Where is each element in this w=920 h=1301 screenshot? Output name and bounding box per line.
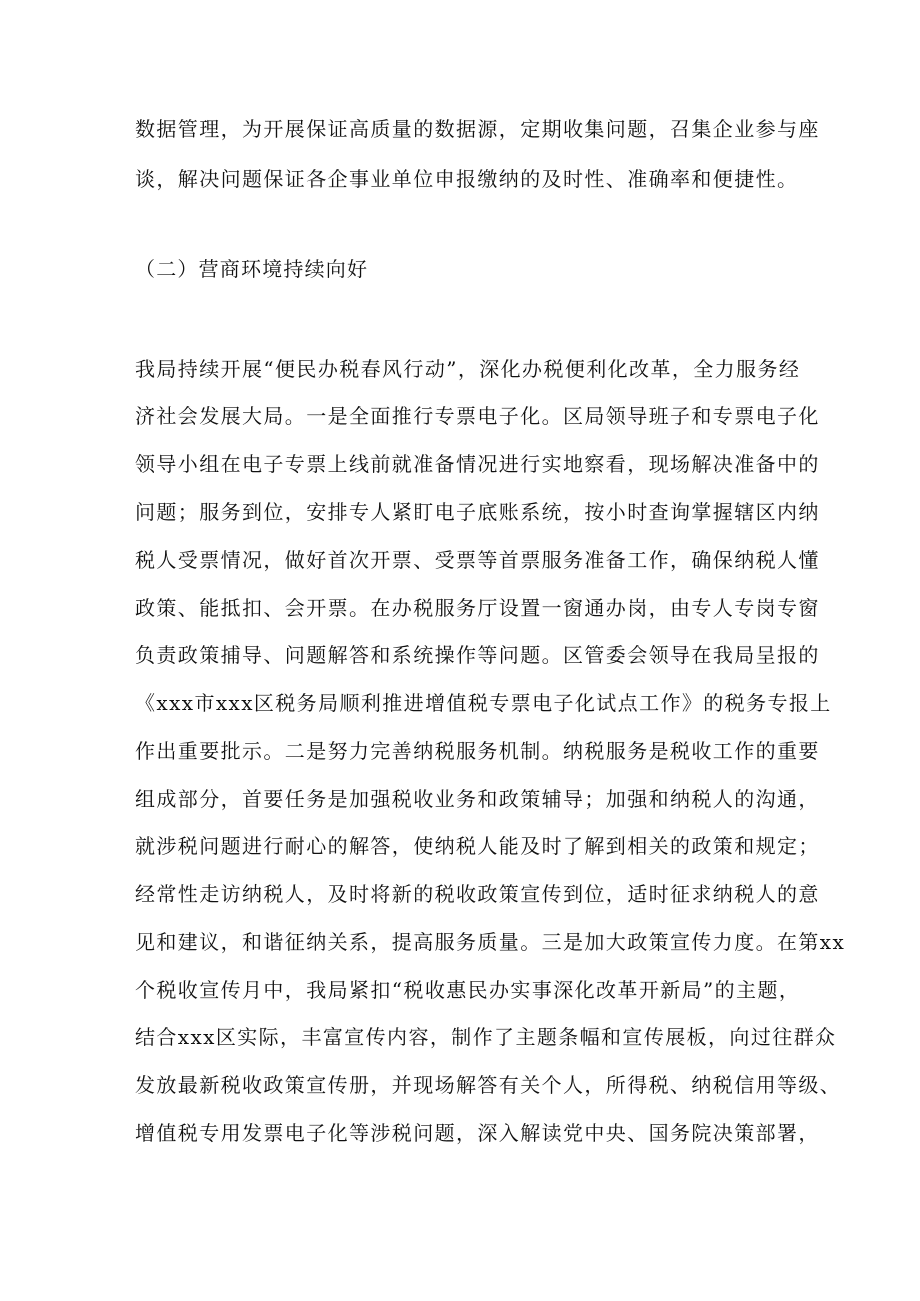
paragraph-line: 作出重要批示。二是努力完善纳税服务机制。纳税服务是税收工作的重要 (135, 739, 820, 763)
paragraph-line: 组成部分，首要任务是加强税收业务和政策辅导；加强和纳税人的沟通， (135, 787, 820, 811)
paragraph-line: 发放最新税收政策宣传册，并现场解答有关个人，所得税、纳税信用等级、 (135, 1073, 842, 1097)
paragraph-line: 结合xxx区实际，丰富宣传内容，制作了主题条幅和宣传展板，向过往群众 (135, 1025, 837, 1049)
paragraph-line: 负责政策捕导、问题解答和系统操作等问题。区管委会领导在我局呈报的 (135, 643, 820, 667)
paragraph-line: 见和建议，和谐征纳关系，提高服务质量。三是加大政策宣传力度。在第xx (135, 930, 846, 954)
paragraph-line: 个税收宣传月中，我局紧扣“税收惠民办实事深化改革开新局”的主题， (135, 978, 801, 1002)
paragraph-line: 问题；服务到位，安排专人紧盯电子底账系统，按小时查询掌握辖区内纳 (135, 500, 820, 524)
paragraph-line: 数据管理，为开展保证高质量的数据源，定期收集问题，召集企业参与座 (135, 117, 820, 141)
section-heading: （二）营商环境持续向好 (135, 257, 369, 281)
paragraph-line: 领导小组在电子专票上线前就准备情况进行实地察看，现场解决准备中的 (135, 452, 820, 476)
paragraph-line: 《xxx市xxx区税务局顺利推进增值税专票电子化试点工作》的税务专报上 (135, 691, 832, 715)
paragraph-line: 政策、能抵扣、会开票。在办税服务厅设置一窗通办岗，由专人专岗专窗 (135, 596, 820, 620)
paragraph-line: 谈，解决问题保证各企事业单位申报缴纳的及时性、准确率和便捷性。 (135, 167, 799, 191)
paragraph-line: 济社会发展大局。一是全面推行专票电子化。区局领导班子和专票电子化 (135, 404, 820, 428)
paragraph-line: 我局持续开展“便民办税春风行动”，深化办税便利化改革，全力服务经 (135, 357, 801, 381)
paragraph-line: 经常性走访纳税人，及时将新的税收政策宣传到位，适时征求纳税人的意 (135, 882, 820, 906)
paragraph-line: 就涉税问题进行耐心的解答，使纳税人能及时了解到相关的政策和规定； (135, 834, 820, 858)
paragraph-line: 增值税专用发票电子化等涉税问题，深入解读党中央、国务院决策部署， (135, 1121, 820, 1145)
paragraph-line: 税人受票情况，做好首次开票、受票等首票服务准备工作，确保纳税人懂 (135, 548, 820, 572)
